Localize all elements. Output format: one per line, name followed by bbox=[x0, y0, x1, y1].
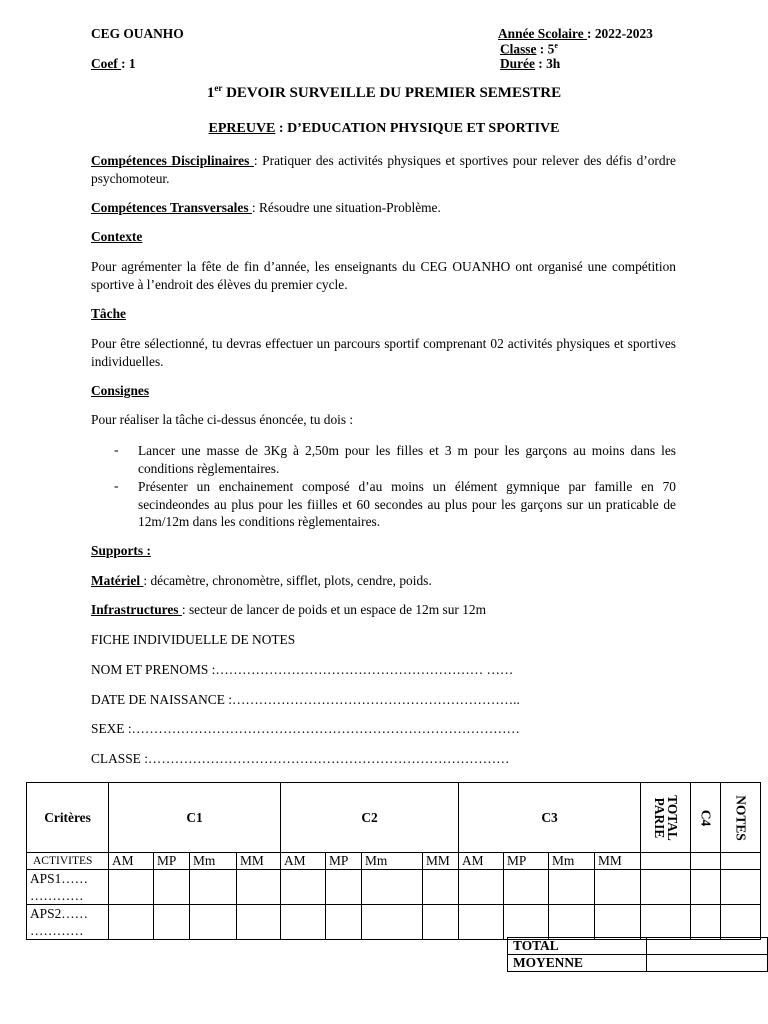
empty-cell bbox=[459, 870, 504, 905]
year-label: Année Scolaire bbox=[498, 26, 588, 41]
competences-transversales: Compétences Transversales : Résoudre une situation-Problème. bbox=[91, 200, 441, 215]
sexe-field: SEXE :…………………………………………………………………………… bbox=[91, 721, 520, 736]
total-value-cell bbox=[647, 938, 768, 955]
class-sup: e bbox=[554, 41, 558, 50]
empty-cell bbox=[641, 870, 691, 905]
epreuve: EPREUVE : D’EDUCATION PHYSIQUE ET SPORTIVE bbox=[208, 121, 560, 136]
tache-heading: Tâche bbox=[91, 306, 126, 321]
empty-cell bbox=[721, 853, 761, 870]
criteres-header: Critères bbox=[27, 783, 109, 853]
subcol-am: AM bbox=[281, 853, 326, 870]
empty-cell bbox=[504, 905, 549, 940]
empty-cell bbox=[326, 905, 362, 940]
empty-cell bbox=[154, 905, 190, 940]
subcol-mp: MP bbox=[154, 853, 190, 870]
aps1-label: APS1…… ………… bbox=[27, 870, 109, 905]
nom-field: NOM ET PRENOMS :…………………………………………………… …… bbox=[91, 662, 514, 677]
empty-cell bbox=[721, 870, 761, 905]
grading-table bbox=[26, 782, 761, 940]
class-value: : 5 bbox=[536, 41, 555, 57]
empty-cell bbox=[362, 870, 423, 905]
classe-field: CLASSE :……………………………………………………………………… bbox=[91, 751, 510, 766]
materiel: Matériel : décamètre, chronomètre, sifflet, plots, cendre, poids. bbox=[91, 573, 432, 588]
bullet-marker: - bbox=[114, 478, 119, 493]
empty-cell bbox=[691, 870, 721, 905]
empty-cell bbox=[154, 870, 190, 905]
fiche-title: FICHE INDIVIDUELLE DE NOTES bbox=[91, 632, 296, 647]
empty-cell bbox=[190, 870, 237, 905]
empty-cell bbox=[641, 905, 691, 940]
subcol-am: AM bbox=[109, 853, 154, 870]
empty-cell bbox=[549, 905, 595, 940]
empty-cell bbox=[109, 905, 154, 940]
total-partiel-header: TOTAL PARIE bbox=[641, 783, 691, 853]
date-naissance-field: DATE DE NAISSANCE :……………………………………………………….. bbox=[91, 692, 520, 707]
subcol-mp: MP bbox=[504, 853, 549, 870]
bullet-marker: - bbox=[114, 442, 119, 457]
subcol-mm: MM bbox=[423, 853, 459, 870]
subcol-mm: MM bbox=[595, 853, 641, 870]
moyenne-label: MOYENNE bbox=[508, 955, 647, 972]
empty-cell bbox=[281, 870, 326, 905]
c4-header: C4 bbox=[691, 783, 721, 853]
year-value: : 2022-2023 bbox=[587, 26, 653, 41]
infrastructures: Infrastructures : secteur de lancer de poids et un espace de 12m sur 12m bbox=[91, 602, 487, 617]
empty-cell bbox=[595, 870, 641, 905]
total-row bbox=[508, 938, 768, 955]
empty-cell bbox=[691, 905, 721, 940]
subcol-mm: MM bbox=[237, 853, 281, 870]
empty-cell bbox=[237, 905, 281, 940]
class-label: Classe bbox=[500, 41, 537, 57]
empty-cell bbox=[691, 853, 721, 870]
contexte-text: Pour agrémenter la fête de fin d’année, les enseignants du CEG OUANHO ont organisé une compétition sportive à l’endroit des élèves du premier cycle. bbox=[91, 259, 676, 292]
contexte-heading: Contexte bbox=[91, 229, 143, 244]
aps2-label: APS2…… ………… bbox=[27, 905, 109, 940]
empty-cell bbox=[362, 905, 423, 940]
notes-header: NOTES bbox=[721, 783, 761, 853]
empty-cell bbox=[595, 905, 641, 940]
totals-table bbox=[507, 937, 768, 972]
activites-label: ACTIVITES bbox=[27, 853, 109, 870]
competences-disciplinaires: Compétences Disciplinaires : Pratiquer des activités physiques et sportives pour relever des défis d’ordre psychomoteur. bbox=[91, 153, 676, 186]
subcol-mp: MP bbox=[326, 853, 362, 870]
consignes-heading: Consignes bbox=[91, 383, 150, 398]
table-row bbox=[27, 870, 761, 905]
empty-cell bbox=[237, 870, 281, 905]
supports-heading: Supports : bbox=[91, 543, 151, 558]
table-row bbox=[27, 905, 761, 940]
empty-cell bbox=[326, 870, 362, 905]
subcol-mm-small: Mm bbox=[190, 853, 237, 870]
coef bbox=[91, 56, 136, 72]
table-subheader-row bbox=[27, 853, 761, 870]
consigne-item: Présenter un enchainement composé d’au moins un élément gymnique par famille en 70 secindeondes au plus pour les fiilles et 60 secondes au plus pour les garçons sur un praticable de 12m/12m dans les conditions règlementaires. bbox=[138, 479, 676, 529]
table-header-row bbox=[27, 783, 761, 853]
empty-cell bbox=[190, 905, 237, 940]
c1-header: C1 bbox=[109, 783, 281, 853]
empty-cell bbox=[504, 870, 549, 905]
school-year bbox=[498, 26, 653, 42]
coef-label: Coef bbox=[91, 56, 122, 71]
duration-label: Durée bbox=[500, 56, 535, 71]
class-info bbox=[500, 41, 558, 57]
consignes-intro: Pour réaliser la tâche ci-dessus énoncée, tu dois : bbox=[91, 412, 354, 427]
empty-cell bbox=[423, 905, 459, 940]
tache-text: Pour être sélectionné, tu devras effectuer un parcours sportif comprenant 02 activités physiques et sportives individuelles. bbox=[91, 336, 676, 369]
subcol-mm-small: Mm bbox=[362, 853, 423, 870]
consigne-item: Lancer une masse de 3Kg à 2,50m pour les filles et 3 m pour les garçons au moins dans les conditions règlementaires. bbox=[138, 443, 676, 476]
duration-value: : 3h bbox=[534, 56, 561, 71]
empty-cell bbox=[109, 870, 154, 905]
empty-cell bbox=[459, 905, 504, 940]
page-title: 1er DEVOIR SURVEILLE DU PREMIER SEMESTRE bbox=[206, 83, 562, 101]
empty-cell bbox=[641, 853, 691, 870]
coef-value: : 1 bbox=[121, 56, 136, 71]
total-label: TOTAL bbox=[508, 938, 647, 955]
duration bbox=[500, 56, 560, 72]
school-name: CEG OUANHO bbox=[91, 26, 184, 41]
empty-cell bbox=[281, 905, 326, 940]
moyenne-value-cell bbox=[647, 955, 768, 972]
empty-cell bbox=[423, 870, 459, 905]
subcol-am: AM bbox=[459, 853, 504, 870]
c3-header: C3 bbox=[459, 783, 641, 853]
empty-cell bbox=[549, 870, 595, 905]
empty-cell bbox=[721, 905, 761, 940]
moyenne-row bbox=[508, 955, 768, 972]
c2-header: C2 bbox=[281, 783, 459, 853]
subcol-mm-small: Mm bbox=[549, 853, 595, 870]
